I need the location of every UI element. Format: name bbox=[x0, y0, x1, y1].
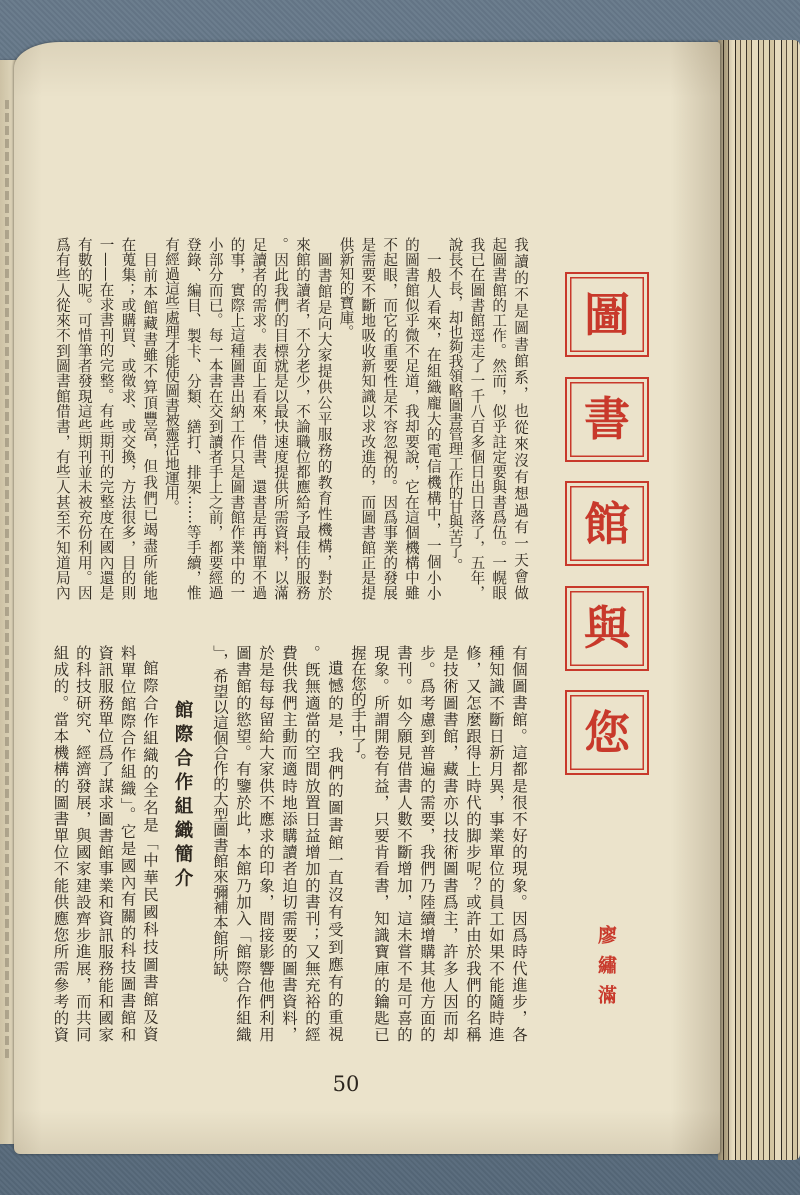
text-column: 我已在圖書館逕走了一千八百多個日出日落了，五年， bbox=[468, 237, 486, 600]
text-column: 。因此我們的目標就是以最快速度提供所需資料，以滿 bbox=[272, 237, 290, 600]
text-column: 書刊。如今願見借書人數不斷增加，這未嘗不是可喜的 bbox=[395, 645, 413, 1042]
text-column: 是技術圖書館，藏書亦以技術圖書爲主，許多人因而却 bbox=[441, 645, 459, 1042]
text-column: 供新知的寶庫。 bbox=[337, 237, 355, 340]
text-column: 圖書館的慾望。有鑒於此，本館乃加入「館際合作組織 bbox=[234, 645, 252, 1042]
title-char-box: 與 bbox=[565, 586, 649, 671]
text-column: 一般人看來，在組織龐大的電信機構中，一個小小 bbox=[424, 251, 442, 600]
text-column: 登錄、編目、製卡、分類、繕打、排架……等手續，惟 bbox=[184, 237, 202, 600]
text-column: 在蒐集；或購買、或徵求、或交換，方法很多，目的則 bbox=[119, 237, 137, 600]
section-heading: 館際合作組織簡介 bbox=[172, 700, 193, 892]
text-column: 圖書館是向大家提供公平服務的教育性機構，對於 bbox=[315, 251, 333, 600]
text-column: 起圖書館的工作。然而，似乎註定要與書爲伍。一幌眼 bbox=[490, 237, 508, 600]
text-column: 有個圖書館。這都是很不好的現象。因爲時代進步，各 bbox=[510, 645, 528, 1042]
text-column: 我讀的不是圖書館系，也從來沒有想過有一天會做 bbox=[512, 237, 529, 600]
text-column: 。旣無適當的空間放置日益增加的書刊；又無充裕的經 bbox=[303, 645, 321, 1042]
title-char-box: 館 bbox=[565, 481, 649, 566]
text-column: 組成的。當本機構的圖書單位不能供應您所需參考的資 bbox=[51, 645, 70, 1042]
text-column: 」，希望以這個合作的大型圖書館來彌補本館所缺。 bbox=[211, 645, 229, 992]
text-column: 館際合作組織的全名是「中華民國科技圖書館及資 bbox=[141, 660, 159, 1042]
text-column: 修，又怎麼跟得上時代的脚步呢？或許由於我們的名稱 bbox=[464, 645, 482, 1042]
text-column: 有經過這些處理才能使圖書被靈活地運用。 bbox=[163, 237, 180, 515]
text-column: 種知識不斷日新月異，事業單位的員工如果不能隨時進 bbox=[487, 645, 505, 1042]
title-char-box: 書 bbox=[565, 377, 649, 462]
text-column: 於是每每留給大家供不應求的印象，間接影響他們利用 bbox=[257, 645, 275, 1042]
body-text-lower bbox=[208, 645, 530, 1042]
title-char-box: 您 bbox=[565, 690, 649, 775]
text-column: 說長不長，却也夠我領略圖書管理工作的甘與苦了。 bbox=[446, 237, 464, 573]
text-column: 握在您的手中了。 bbox=[349, 645, 367, 769]
text-column: 現象。所謂開卷有益，只要肯看書，知識寶庫的鑰匙已 bbox=[372, 645, 390, 1042]
text-column: 是需要不斷地吸收新知識以求改進的，而圖書館正是提 bbox=[359, 237, 377, 600]
text-column: 的圖書館似乎微不足道，我却要說，它在這個機構中雖 bbox=[402, 237, 420, 600]
text-column: 來館的讀者，不分老少，不論職位都應給予最佳的服務 bbox=[293, 237, 311, 600]
title-char-box: 圖 bbox=[565, 272, 649, 357]
section-text bbox=[49, 645, 161, 1042]
body-text-upper bbox=[51, 237, 531, 600]
text-column: 一——在求書刊的完整。有些期刊的完整度在國內還是 bbox=[97, 237, 115, 600]
text-column: 爲有些人從來不到圖書館借書，有些人甚至不知道局內 bbox=[53, 237, 71, 600]
text-column: 目前本館藏書雖不算頂豐富，但我們已竭盡所能地 bbox=[141, 251, 159, 600]
text-column: 有數的呢。可惜筆者發現這些期刊並未被充份利用。因 bbox=[75, 237, 93, 600]
article-title bbox=[565, 272, 649, 775]
text-column: 足讀者的需求。表面上看來，借書、還書是再簡單不過 bbox=[250, 237, 268, 600]
text-column: 的事，實際上這種圖書出納工作只是圖書館作業中的一 bbox=[228, 237, 246, 600]
page-stack-edges bbox=[718, 40, 800, 1160]
text-column: 小部分而已。每一本書在交到讀者手上之前，都要經過 bbox=[206, 237, 224, 600]
text-column: 料單位館際合作組織」。它是國內有關的科技圖書館和 bbox=[118, 645, 137, 1042]
page-number: 50 bbox=[332, 1072, 360, 1096]
author-name: 廖繡滿 bbox=[595, 925, 617, 1015]
text-column: 的科技研究、經濟發展，與國家建設齊步進展，而共同 bbox=[73, 645, 92, 1042]
text-column: 資訊服務單位爲了謀求圖書館事業和資訊服務能和國家 bbox=[96, 645, 115, 1042]
text-column: 遺憾的是，我們的圖書館一直沒有受到應有的重視 bbox=[326, 660, 344, 1042]
text-column: 不起眼，而它的重要性是不容忽視的。因爲事業的發展 bbox=[381, 237, 399, 600]
text-column: 步。爲考慮到普遍的需要，我們乃陸續增購其他方面的 bbox=[418, 645, 436, 1042]
text-column: 費供我們主動而適時地添購讀者迫切需要的圖書資料， bbox=[280, 645, 298, 1042]
